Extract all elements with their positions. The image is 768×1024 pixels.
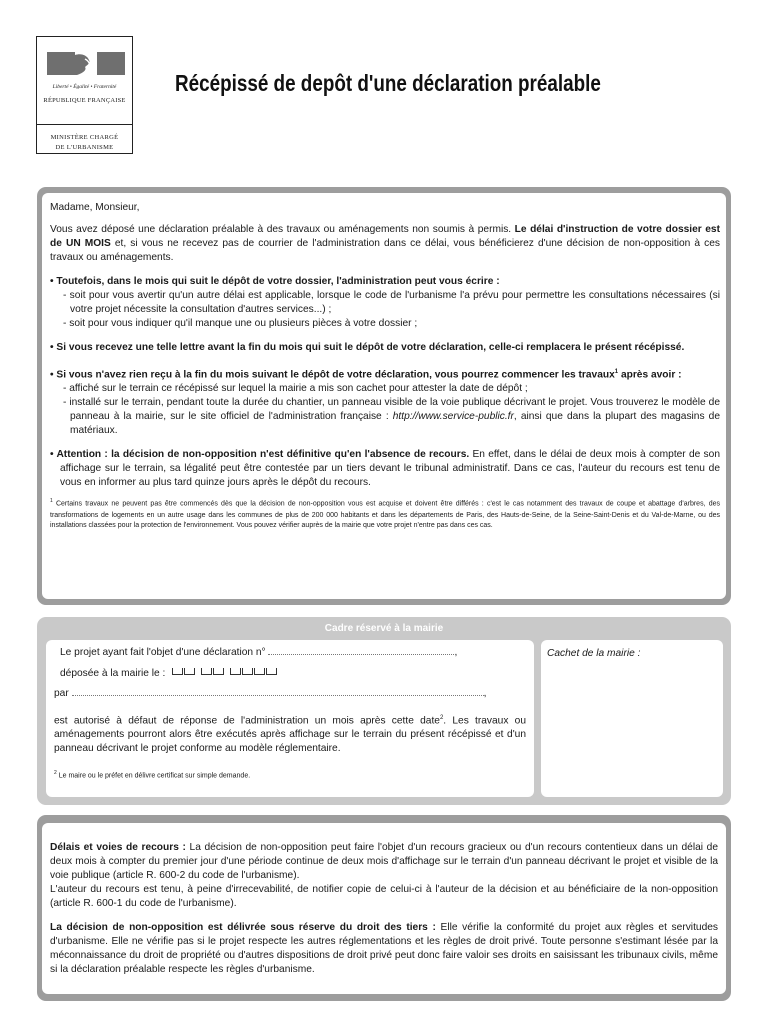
- republic-logo: [36, 36, 133, 154]
- third-party-paragraph: La décision de non-opposition est délivrée sous réserve du droit des tiers : Elle vérifie la conformité du projet aux règles et servitudes d'urbanisme. Elle ne vérifie pas si le projet respecte les autres réglementations et les règles de droit privé. Toute personne s'estimant lésée par la méconnaissance du droit de propriété ou d'autres dispositions de droit privé peut donc faire valoir ses droits en saisissant les tribunaux civils, même si la déclaration préalable respecte les règles d'urbanisme.: [50, 922, 718, 975]
- deposit-date-label: déposée à la mairie le :: [60, 667, 166, 679]
- declaration-number-line: Le projet ayant fait l'objet d'une déclaration n° ,: [54, 646, 526, 660]
- declaration-number-label: Le projet ayant fait l'objet d'une déclaration n°: [60, 647, 266, 658]
- salutation: Madame, Monsieur,: [50, 202, 140, 213]
- recourse-paragraph-1: Délais et voies de recours : La décision de non-opposition peut faire l'objet d'un recours gracieux ou d'un recours contentieux dans un délai de deux mois à compter du premier jour d'une période continue de deux mois d'affichage sur le terrain d'un panneau décrivant le projet et visible de la voie publique (article R. 600-2 du code de l'urbanisme).: [50, 842, 718, 881]
- stamp-label: Cachet de la mairie :: [547, 648, 641, 659]
- mairie-panel-heading: Cadre réservé à la mairie: [324, 623, 444, 634]
- mairie-form: [46, 640, 534, 797]
- ministry-line-2: DE L'URBANISME: [55, 144, 114, 151]
- intro-paragraph: Vous avez déposé une déclaration préalable à des travaux ou aménagements non soumis à permis. Le délai d'instruction de votre dossier est de UN MOIS et, si vous ne recevez pas de courrier de l'administration dans ce délai, vous bénéficierez d'une décision de non-opposition à ces travaux ou aménagements.: [50, 224, 720, 263]
- mairie-panel: [37, 617, 731, 805]
- applicant-line: par ,: [54, 687, 487, 699]
- bullet-attention: • Attention : la décision de non-opposition n'est définitive qu'en l'absence de recours. En effet, dans le délai de deux mois à compter de son affichage sur le terrain, sa légalité peut être contestée par un tiers devant le tribunal administratif. Dans ce cas, l'auteur du recours est tenu de vous en informer au plus tard quinze jours après le dépôt du recours.: [50, 449, 720, 489]
- ministry-name: [37, 125, 132, 153]
- logo-emblem-area: [37, 37, 132, 125]
- motto: Liberté • Égalité • Fraternité: [52, 84, 117, 90]
- ministry-line-1: MINISTÈRE CHARGÉ: [50, 134, 119, 141]
- applicant-field[interactable]: [72, 695, 484, 696]
- applicant-label: par: [54, 687, 69, 699]
- information-panel: [37, 187, 731, 605]
- authorisation-paragraph: est autorisé à défaut de réponse de l'administration un mois après cette date$^2$. Les travaux ou aménagements pourront alors être exécutés après affichage sur le terrain du présent récépissé et d'un panneau décrivant le projet conforme au modèle réglementaire.: [54, 714, 526, 755]
- bullet-rien-recu-sub-2: - installé sur le terrain, pendant toute la durée du chantier, un panneau visible de la voie publique décrivant le projet. Vous trouverez le modèle de panneau à la mairie, sur le site officiel de l'administration française : http://www.service-public.fr, ainsi que dans la plupart des magasins de matériaux.: [63, 397, 720, 437]
- deposit-date-line: [54, 666, 526, 681]
- page-title: Récépissé de depôt d'une déclaration préalable: [175, 70, 601, 96]
- marianne-flag-icon: [45, 49, 127, 77]
- footnote-1: $^1$ Certains travaux ne peuvent pas être commencés dès que la décision de non-opposition vous est acquise et doivent être différés : c'est le cas notamment des travaux de coupe et abattage d'arbres, des transformations de logements en un autre usage dans les communes de plus de 200 000 habitants et dans les départements de Paris, des Hauts-de-Seine, de la Seine-Saint-Denis et du Val-de-Marne, ou des installations classées pour la protection de l'environnement. Vous pouvez vérifier auprès de la mairie que votre projet n'entre pas dans ces cas.: [50, 498, 720, 530]
- bullet-rien-recu-sub-1: - affiché sur le terrain ce récépissé sur lequel la mairie a mis son cachet pour attester la date de dépôt ;: [63, 383, 528, 395]
- service-public-link[interactable]: http://www.service-public.fr: [392, 411, 514, 423]
- bullet-toutefois: • Toutefois, dans le mois qui suit le dépôt de votre dossier, l'administration peut vous écrire :: [50, 276, 500, 287]
- recourse-panel: [37, 815, 731, 1001]
- republic-name: RÉPUBLIQUE FRANÇAISE: [43, 97, 126, 104]
- bullet-toutefois-sub-1: - soit pour vous avertir qu'un autre délai est applicable, lorsque le code de l'urbanisme l'a prévu pour permettre les consultations nécessaires (si votre projet nécessite la consultation d'autres services...) ;: [63, 290, 720, 315]
- declaration-number-field[interactable]: [268, 654, 454, 655]
- bullet-toutefois-sub-2: - soit pour vous indiquer qu'il manque une ou plusieurs pièces à votre dossier ;: [63, 318, 418, 329]
- recourse-content: [42, 823, 726, 994]
- mairie-stamp-box: [541, 640, 723, 797]
- information-content: [42, 193, 726, 599]
- bullet-rien-recu: • Si vous n'avez rien reçu à la fin du mois suivant le dépôt de votre déclaration, vous pourrez commencer les travaux$^1$ après avoir :: [50, 369, 682, 381]
- footnote-2: $^2$ Le maire ou le préfet en délivre certificat sur simple demande.: [54, 770, 251, 780]
- recourse-paragraph-2: L'auteur du recours est tenu, à peine d'irrecevabilité, de notifier copie de celui-ci à l'auteur de la décision et au bénéficiaire de la non-opposition (article R. 600-1 du code de l'urbanisme).: [50, 884, 718, 909]
- deposit-date-field[interactable]: [172, 666, 278, 680]
- bullet-telle-lettre: • Si vous recevez une telle lettre avant la fin du mois qui suit le dépôt de votre déclaration, celle-ci remplacera le présent récépissé.: [50, 342, 685, 353]
